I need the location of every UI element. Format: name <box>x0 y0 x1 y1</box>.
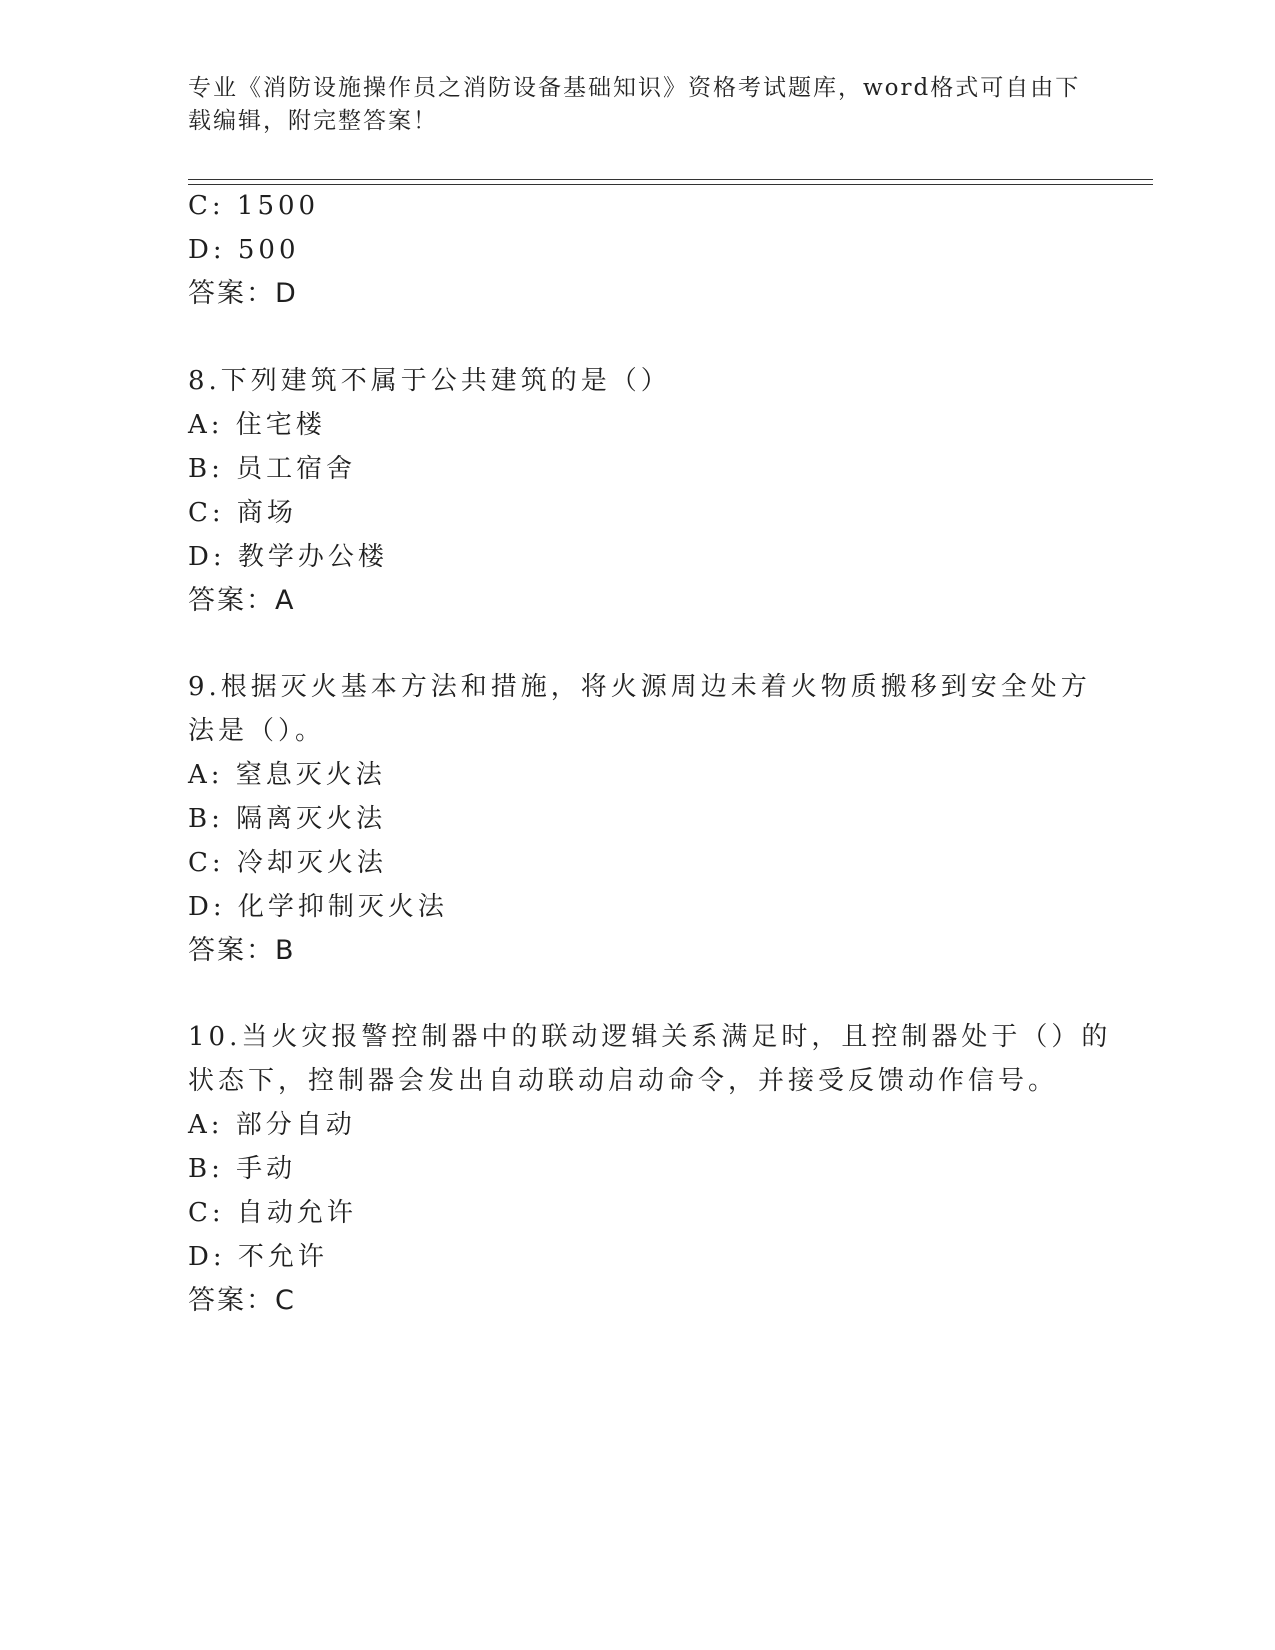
q8-stem: 8.下列建筑不属于公共建筑的是（） <box>188 366 671 396</box>
q10-option-b: B: 手动 <box>188 1154 297 1184</box>
document-header <box>188 72 1088 138</box>
q9-option-c: C: 冷却灭火法 <box>188 848 387 878</box>
q9-option-d: D: 化学抑制灭火法 <box>188 892 448 922</box>
q8-option-d: D: 教学办公楼 <box>188 542 388 572</box>
q10-option-d: D: 不允许 <box>188 1242 328 1272</box>
q7-option-c: C: 1500 <box>188 191 320 221</box>
q8-option-b: B: 员工宿舍 <box>188 454 357 484</box>
q10-stem-line-1: 10.当火灾报警控制器中的联动逻辑关系满足时，且控制器处于（）的 <box>188 1022 1112 1052</box>
q10-stem-line-2: 状态下，控制器会发出自动联动启动命令，并接受反馈动作信号。 <box>188 1066 1059 1096</box>
q10-option-c: C: 自动允许 <box>188 1198 357 1228</box>
q8-answer: 答案：A <box>188 585 296 616</box>
header-line-1: 专业《消防设施操作员之消防设备基础知识》资格考试题库，word格式可自由下 <box>188 75 1081 101</box>
q9-stem-line-1: 9.根据灭火基本方法和措施，将火源周边未着火物质搬移到安全处方 <box>188 672 1091 702</box>
q8-option-a: A: 住宅楼 <box>188 410 326 440</box>
q10-answer: 答案：C <box>188 1285 296 1316</box>
q9-option-a: A: 窒息灭火法 <box>188 760 386 790</box>
q8-option-c: C: 商场 <box>188 498 297 528</box>
q7-answer: 答案：D <box>188 278 298 309</box>
header-divider-top <box>188 179 1153 180</box>
q9-stem-line-2: 法是（）。 <box>188 716 326 746</box>
header-divider-bottom <box>188 184 1153 185</box>
q10-option-a: A: 部分自动 <box>188 1110 356 1140</box>
q9-answer: 答案：B <box>188 935 296 966</box>
q7-option-d: D: 500 <box>188 235 300 265</box>
q9-option-b: B: 隔离灭火法 <box>188 804 387 834</box>
header-line-2: 载编辑，附完整答案！ <box>188 108 438 134</box>
